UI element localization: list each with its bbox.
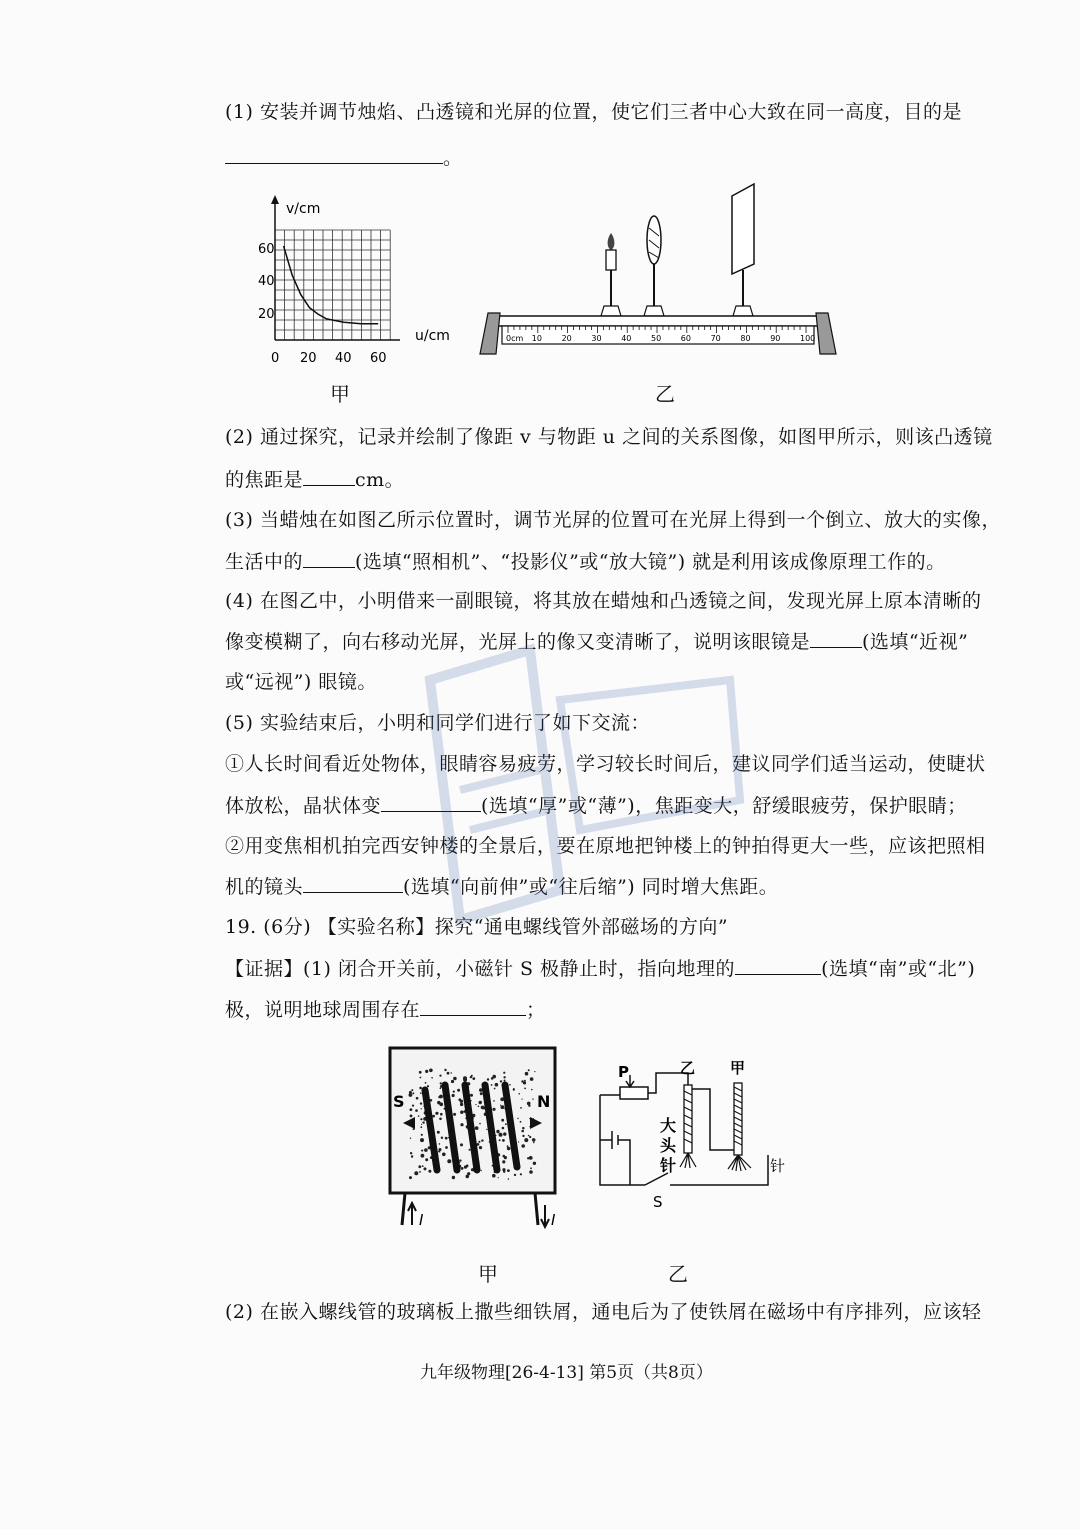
iron-filing — [529, 1156, 533, 1160]
v-u-graph — [250, 190, 460, 380]
iron-filing — [507, 1169, 510, 1172]
iron-filing — [420, 1126, 422, 1128]
answer-blank[interactable] — [810, 629, 862, 648]
iron-filing — [504, 1156, 507, 1159]
iron-filing — [421, 1124, 422, 1125]
iron-filing — [464, 1166, 467, 1169]
current-label: I — [419, 1211, 424, 1229]
bench-right-leg — [816, 313, 836, 354]
iron-filing — [414, 1171, 418, 1175]
iron-filing — [418, 1165, 421, 1168]
watermark-logo — [400, 640, 760, 930]
iron-filing — [486, 1129, 487, 1130]
iron-filing — [425, 1158, 428, 1161]
iron-filing — [503, 1076, 505, 1078]
q18-part4-answer: 像变模糊了，向右移动光屏，光屏上的像又变清晰了，说明该眼镜是 (选填“近视” — [225, 631, 969, 653]
iron-filing — [451, 1072, 452, 1073]
iron-filing — [534, 1071, 535, 1072]
pole-label-n: N — [537, 1092, 551, 1111]
iron-filing — [503, 1132, 506, 1135]
page-footer: 九年级物理[26-4-13] 第5页（共8页） — [420, 1363, 713, 1383]
q18-part1: (1) 安装并调节烛焰、凸透镜和光屏的位置，使它们三者中心大致在同一高度，目的是 — [225, 101, 962, 123]
iron-filing — [487, 1078, 489, 1080]
iron-filing — [528, 1135, 530, 1137]
iron-filing — [479, 1146, 482, 1149]
x-tick-label: 20 — [300, 351, 317, 366]
iron-filing — [520, 1107, 522, 1109]
iron-filing — [529, 1170, 533, 1174]
iron-filing — [420, 1138, 424, 1142]
iron-filing — [411, 1089, 413, 1091]
iron-filing — [445, 1146, 448, 1149]
iron-filing — [418, 1115, 420, 1117]
iron-filing — [427, 1085, 429, 1087]
iron-filing — [499, 1139, 501, 1141]
iron-filing — [491, 1084, 493, 1086]
iron-filing — [502, 1127, 505, 1130]
iron-filing — [440, 1088, 442, 1090]
scale-label: 90 — [770, 334, 781, 343]
circuit-figure — [590, 1055, 800, 1215]
q19-part2: (2) 在嵌入螺线管的玻璃板上撒些细铁屑，通电后为了使铁屑在磁场中有序排列，应该轻 — [225, 1301, 982, 1323]
iron-filing — [420, 1118, 422, 1120]
scale-label: 100 — [800, 334, 816, 343]
y-tick-label: 20 — [258, 307, 275, 322]
answer-blank[interactable] — [303, 467, 355, 486]
iron-filing — [420, 1077, 422, 1079]
iron-filing — [507, 1147, 511, 1151]
switch-label: S — [653, 1193, 663, 1211]
candle-flame — [608, 233, 615, 250]
iron-filing — [439, 1118, 442, 1121]
iron-filing — [447, 1159, 451, 1163]
iron-filing — [533, 1162, 536, 1165]
iron-filing — [479, 1123, 481, 1125]
scale-label: 60 — [680, 334, 691, 343]
iron-filing — [469, 1149, 471, 1151]
iron-filing — [480, 1092, 483, 1095]
iron-filing — [480, 1101, 482, 1103]
iron-filing — [460, 1103, 463, 1106]
right-lead — [535, 1193, 538, 1225]
iron-filing — [500, 1080, 502, 1082]
iron-filing — [524, 1080, 526, 1082]
iron-filing — [532, 1098, 533, 1099]
iron-filing — [499, 1133, 503, 1137]
iron-filing — [422, 1165, 424, 1167]
iron-filing — [531, 1089, 533, 1091]
iron-filing — [475, 1126, 479, 1130]
pins-label: 大 头 针 — [660, 1116, 677, 1175]
iron-filing — [440, 1113, 443, 1116]
iron-filing — [525, 1072, 529, 1076]
iron-filing — [459, 1159, 461, 1161]
iron-filing — [412, 1092, 414, 1094]
candle-holder — [601, 306, 621, 316]
iron-filing — [460, 1143, 463, 1146]
iron-filing — [495, 1083, 499, 1087]
iron-filing — [521, 1130, 524, 1133]
iron-filing — [428, 1170, 431, 1173]
iron-filing — [411, 1157, 412, 1158]
iron-filing — [420, 1102, 422, 1104]
iron-filing — [478, 1106, 480, 1108]
iron-filing — [442, 1153, 446, 1157]
iron-filing — [453, 1077, 457, 1081]
scale-label: 40 — [621, 334, 632, 343]
iron-filing — [410, 1115, 413, 1118]
iron-filing — [508, 1178, 510, 1180]
answer-blank[interactable] — [420, 997, 526, 1016]
iron-filing — [529, 1136, 531, 1138]
iron-filing — [492, 1174, 496, 1178]
answer-blank[interactable] — [225, 145, 443, 164]
iron-filing — [437, 1131, 440, 1134]
iron-filing — [439, 1102, 443, 1106]
iron-filing — [438, 1096, 440, 1098]
candle — [606, 250, 616, 270]
iron-filing — [501, 1119, 504, 1122]
bench-caption: 乙 — [655, 382, 675, 406]
x-tick-label: 0 — [271, 351, 280, 366]
iron-filing — [424, 1167, 427, 1170]
q18-part4: (4) 在图乙中，小明借来一副眼镜，将其放在蜡烛和凸透镜之间，发现光屏上原本清晰的 — [225, 590, 982, 612]
q18-part5: (5) 实验结束后，小明和同学们进行了如下交流： — [225, 712, 650, 734]
v-u-curve — [284, 246, 379, 324]
scale-label: 50 — [651, 334, 662, 343]
iron-filing — [439, 1143, 441, 1145]
iron-filing — [467, 1165, 468, 1166]
circuit-wire — [692, 1089, 734, 1150]
iron-filing — [421, 1134, 423, 1136]
label-yi: 乙 — [680, 1059, 696, 1077]
scale-label: 20 — [561, 334, 572, 343]
q18-part5-item1-answer: 体放松，晶状体变 (选填“厚”或“薄”)，焦距变大，舒缓眼疲劳，保护眼睛； — [225, 795, 967, 817]
q18-part5-item2: ②用变焦相机拍完西安钟楼的全景后，要在原地把钟楼上的钟拍得更大一些，应该把照相 — [225, 835, 986, 857]
iron-filing — [472, 1077, 475, 1080]
iron-filing — [518, 1093, 520, 1095]
iron-filing — [514, 1174, 516, 1176]
iron-filing — [503, 1072, 505, 1074]
iron-filing — [410, 1152, 412, 1154]
q19-evidence1-cont: 极，说明地球周围存在 ； — [225, 999, 546, 1021]
iron-filing — [492, 1108, 495, 1111]
light-screen — [732, 184, 754, 274]
pins-jia — [728, 1155, 751, 1171]
bench-left-leg — [480, 313, 500, 354]
iron-filing — [520, 1121, 522, 1123]
iron-filing — [431, 1077, 433, 1079]
iron-filing — [439, 1075, 441, 1077]
y-tick-label: 60 — [258, 242, 275, 257]
iron-filing — [452, 1094, 455, 1097]
answer-blank[interactable] — [735, 956, 821, 975]
iron-filing — [481, 1106, 485, 1110]
solenoid-caption: 甲 — [478, 1262, 498, 1286]
q18-part3-answer: 生活中的 (选填“照相机”、“投影仪”或“放大镜”) 就是利用该成像原理工作的。 — [225, 551, 946, 573]
iron-filing — [451, 1080, 454, 1083]
iron-filing — [429, 1069, 433, 1073]
iron-filing — [439, 1148, 442, 1151]
iron-filing — [522, 1135, 524, 1137]
scale-label: 0cm — [506, 334, 524, 343]
iron-filing — [445, 1137, 448, 1140]
iron-filing — [518, 1141, 519, 1142]
iron-filing — [513, 1089, 515, 1091]
q18-part2-answer: 的焦距是 cm。 — [225, 469, 405, 491]
iron-filing — [500, 1105, 501, 1106]
iron-filing — [467, 1172, 470, 1175]
iron-filing — [419, 1171, 421, 1173]
iron-filing — [410, 1138, 411, 1139]
iron-filing — [409, 1093, 413, 1097]
solenoid-figure — [385, 1045, 565, 1235]
iron-filing — [453, 1091, 455, 1093]
q18-part5-item2-answer: 机的镜头 (选填“向前伸”或“往后缩”) 同时增大焦距。 — [225, 876, 779, 898]
iron-filing — [421, 1154, 425, 1158]
iron-filing — [493, 1100, 495, 1102]
iron-filing — [532, 1138, 536, 1142]
iron-filing — [524, 1138, 528, 1142]
rheostat — [620, 1087, 648, 1099]
iron-filing — [461, 1167, 464, 1170]
iron-filing — [502, 1160, 505, 1163]
iron-filing — [421, 1150, 423, 1152]
iron-filing — [481, 1170, 482, 1171]
iron-filing — [533, 1142, 535, 1144]
iron-filing — [523, 1128, 525, 1130]
iron-filing — [521, 1099, 522, 1100]
iron-filing — [440, 1082, 442, 1084]
x-axis-label: u/cm — [415, 328, 450, 344]
answer-blank[interactable] — [303, 549, 355, 568]
iron-filing — [470, 1077, 472, 1079]
iron-filing — [424, 1148, 428, 1152]
iron-filing — [530, 1167, 532, 1169]
scale-label: 70 — [710, 334, 721, 343]
iron-filing — [470, 1094, 473, 1097]
iron-filing — [523, 1081, 526, 1084]
iron-filing — [481, 1139, 483, 1141]
iron-filing — [496, 1130, 499, 1133]
iron-filing — [425, 1070, 428, 1073]
battery-icon — [600, 1131, 630, 1185]
label-jia: 甲 — [730, 1059, 746, 1077]
iron-filing — [521, 1144, 525, 1148]
iron-filing — [452, 1176, 455, 1179]
slider-label: P — [618, 1063, 629, 1081]
left-lead — [402, 1193, 405, 1225]
iron-filing — [416, 1097, 419, 1100]
q19-evidence1: 【证据】(1) 闭合开关前，小磁针 S 极静止时，指向地理的 (选填“南”或“北”) — [225, 958, 976, 980]
iron-filing — [410, 1108, 413, 1111]
iron-filing — [458, 1098, 461, 1101]
iron-filing — [412, 1105, 414, 1107]
q18-part1-answer: 。 — [225, 145, 463, 170]
iron-filing — [528, 1069, 530, 1071]
bench-rail — [498, 316, 818, 326]
optical-bench — [478, 178, 848, 368]
iron-filing — [421, 1108, 422, 1109]
iron-filing — [501, 1105, 505, 1109]
y-axis-label: v/cm — [286, 201, 321, 217]
iron-filing — [520, 1173, 522, 1175]
scale-label: 30 — [591, 334, 602, 343]
iron-filing — [447, 1072, 450, 1075]
iron-filing — [441, 1137, 443, 1139]
iron-filing — [409, 1176, 412, 1179]
iron-filing — [502, 1139, 505, 1142]
iron-filing — [478, 1141, 480, 1143]
iron-filing — [419, 1071, 422, 1074]
iron-filing — [460, 1111, 463, 1114]
iron-filing — [453, 1113, 456, 1116]
iron-filing — [494, 1088, 496, 1090]
iron-filing — [432, 1115, 435, 1118]
lens-holder — [644, 306, 664, 316]
iron-filing — [498, 1177, 499, 1178]
iron-filing — [415, 1109, 418, 1112]
iron-filing — [524, 1088, 526, 1090]
current-arrow-up-icon — [408, 1203, 416, 1225]
q18-part5-item1: ①人长时间看近处物体，眼睛容易疲劳，学习较长时间后，建议同学们适当运动，使睫状 — [225, 753, 986, 775]
x-tick-label: 40 — [335, 351, 352, 366]
q18-part3: (3) 当蜡烛在如图乙所示位置时，调节光屏的位置可在光屏上得到一个倒立、放大的实像， — [225, 509, 1001, 531]
graph-caption: 甲 — [330, 382, 350, 406]
iron-filing — [517, 1118, 518, 1119]
pole-label-s: S — [393, 1092, 405, 1111]
iron-filing — [504, 1080, 506, 1082]
current-arrow-down-icon — [541, 1205, 549, 1227]
iron-filing — [422, 1121, 424, 1123]
iron-filing — [457, 1089, 460, 1092]
iron-filing — [460, 1123, 463, 1126]
q19-title: 19. (6分) 【实验名称】探究“通电螺线管外部磁场的方向” — [225, 916, 729, 938]
iron-filing — [527, 1102, 531, 1106]
y-tick-label: 40 — [258, 274, 275, 289]
iron-filing — [492, 1075, 496, 1079]
q18-part2: (2) 通过探究，记录并绘制了像距 v 与物距 u 之间的关系图像，如图甲所示，则该凸透镜 — [225, 426, 993, 448]
screen-holder — [733, 306, 753, 316]
iron-filing — [505, 1123, 507, 1125]
circuit-caption: 乙 — [668, 1262, 688, 1286]
scale-label: 10 — [531, 334, 542, 343]
current-label: I — [551, 1211, 556, 1229]
iron-filing — [444, 1069, 446, 1071]
pins-yi — [680, 1153, 696, 1168]
iron-filing — [502, 1168, 505, 1171]
scale-label: 80 — [740, 334, 751, 343]
iron-filing — [530, 1077, 534, 1081]
iron-filing — [509, 1084, 511, 1086]
iron-filing — [419, 1087, 422, 1090]
x-tick-label: 60 — [370, 351, 387, 366]
y-axis-arrow — [271, 195, 279, 204]
iron-filing — [475, 1104, 476, 1105]
iron-filing — [437, 1112, 438, 1113]
side-label: 针 — [770, 1157, 786, 1175]
q18-part4-cont: 或“远视”) 眼镜。 — [225, 671, 377, 693]
iron-filing — [425, 1082, 427, 1084]
answer-blank[interactable] — [303, 874, 403, 893]
iron-filing — [420, 1092, 422, 1094]
iron-filing — [463, 1076, 467, 1080]
